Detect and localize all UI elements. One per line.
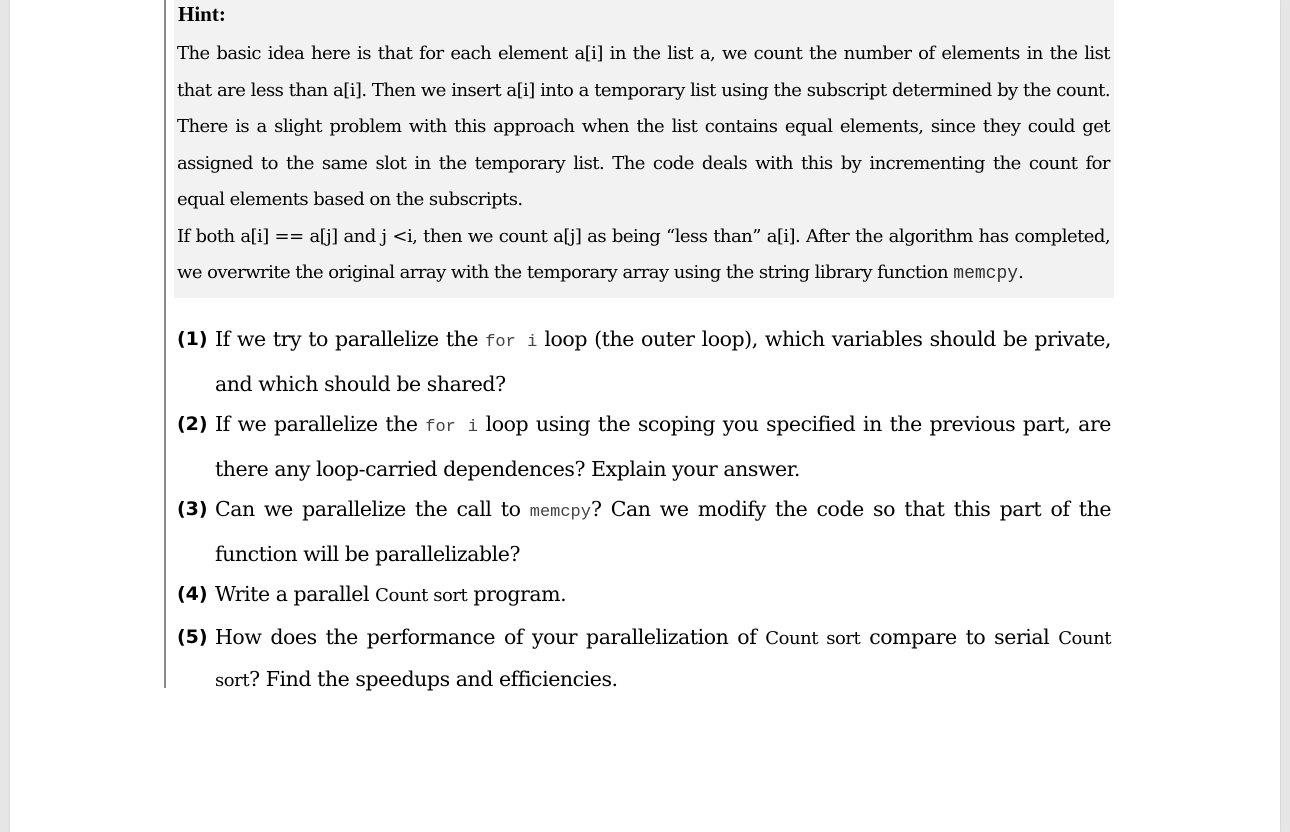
question-term: Count sort [765,627,861,649]
hint-paragraph-2 [177,219,1110,293]
hint-title: Hint: [178,2,226,26]
question-text: If we parallelize the [215,412,426,436]
question-item [177,574,1111,617]
question-code: for i [425,418,478,437]
hint-paragraph-1: The basic idea here is that for each element a[i] in the list a, we count the number of elements in the list that are less than a[i]. Then we insert a[i] into a temporary list using the subscript determined by the count. There is a slight problem with this approach when the list contains equal elements, since they could get assigned to the same slot in the temporary list. The code deals with this by incrementing the count for equal elements based on the subscripts. [177,43,1110,210]
question-text: If we try to parallelize the [215,327,486,351]
question-text: loop (the outer loop), which variables should be private, and which should be shared? [215,327,1111,396]
question-text: How does the performance of your parallelization of [215,624,766,649]
question-code: memcpy [529,503,591,522]
question-item [177,404,1111,489]
question-number: (2) [177,413,208,435]
question-text: ? Can we modify the code so that this part of the function will be parallelizable? [215,497,1111,566]
question-term: Count sort [215,627,1111,691]
hint-body [177,36,1110,293]
question-text: compare to serial [860,624,1059,649]
question-text: Write a parallel [215,582,376,606]
memcpy-code: memcpy [953,264,1019,284]
question-item [177,617,1111,702]
question-number: (4) [177,583,208,605]
question-text: program. [467,582,567,606]
question-text: Can we parallelize the call to [215,497,530,521]
question-text: ? Find the speedups and efficiencies. [249,667,618,691]
hint-paragraph-2-end: . [1018,262,1024,283]
question-code: for i [485,333,538,352]
question-term: Count sort [375,585,468,606]
question-text: loop using the scoping you specified in the previous part, are there any loop-carried dependences? Explain your answer. [215,412,1111,481]
question-list [177,319,1111,702]
question-number: (3) [177,498,208,520]
question-item [177,489,1111,574]
hint-paragraph-2-text: If both a[i] == a[j] and j <i, then we count a[j] as being “less than” a[i]. After the algorithm has completed, we overwrite the original array with the temporary array using the string library function [177,225,1110,283]
question-number: (5) [177,625,208,648]
left-margin-bar [164,0,166,688]
question-item [177,319,1111,404]
question-number: (1) [177,328,208,350]
